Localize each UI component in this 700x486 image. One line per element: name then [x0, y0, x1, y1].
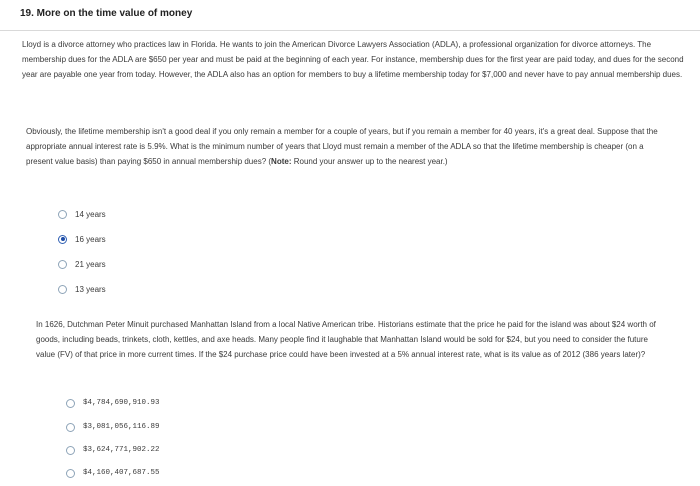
part1-option-1[interactable]	[58, 207, 106, 221]
part1-prompt-text: Obviously, the lifetime membership isn't a good deal if you only remain a member for a couple of years, but if you remain a member for 40 years, it's a great deal. Suppose that the appropriate annual interest rate is 5.9%. What is the minimum number of years that Lloyd must remain a member of the ADLA so that the lifetime membership is cheaper (on a present value basis) than paying $650 in annual membership dues? (	[26, 127, 658, 166]
part1-prompt	[26, 124, 666, 169]
part2-option-3[interactable]	[66, 443, 160, 457]
radio-button[interactable]	[58, 260, 67, 269]
part1-prompt-text-end: Round your answer up to the nearest year.)	[291, 157, 448, 166]
option-label: $3,624,771,902.22	[83, 446, 160, 454]
option-label: 14 years	[75, 209, 106, 219]
intro-paragraph: Lloyd is a divorce attorney who practices law in Florida. He wants to join the American Divorce Lawyers Association (ADLA), a professional organization for divorce attorneys. The membership dues for the ADLA are $650 per year and must be paid at the beginning of each year. For instance, membership dues for the first year are paid today, and dues for the second year are payable one year from today. However, the ADLA also has an option for members to buy a lifetime membership today for $7,000 and never have to pay annual membership dues.	[22, 40, 684, 79]
option-label: 13 years	[75, 284, 106, 294]
question-title: 19. More on the time value of money	[20, 8, 193, 19]
part2-prompt: In 1626, Dutchman Peter Minuit purchased Manhattan Island from a local Native American tribe. Historians estimate that the price he paid for the island was about $24 worth of goods, including beads, trinkets, cloth, kettles, and axe heads. Many people find it laughable that Manhattan Island would be sold for $24, but you need to consider the future value (FV) of that price in more current times. If the $24 purchase price could have been invested at a 5% annual interest rate, what is its value as of 2012 (386 years later)?	[36, 320, 656, 359]
option-label: 16 years	[75, 234, 106, 244]
radio-button[interactable]	[66, 446, 75, 455]
option-label: $4,784,690,910.93	[83, 399, 160, 407]
part2-option-2[interactable]	[66, 420, 160, 434]
part1-option-3[interactable]	[58, 257, 106, 271]
part1-option-4[interactable]	[58, 282, 106, 296]
radio-button[interactable]	[58, 210, 67, 219]
part1-option-2[interactable]	[58, 232, 106, 246]
radio-button-selected[interactable]	[58, 235, 67, 244]
radio-button[interactable]	[66, 469, 75, 478]
option-label: $3,081,056,116.89	[83, 423, 160, 431]
option-label: 21 years	[75, 259, 106, 269]
option-label: $4,160,407,687.55	[83, 469, 160, 477]
question-header	[0, 0, 700, 31]
part2-option-1[interactable]	[66, 396, 160, 410]
radio-button[interactable]	[66, 423, 75, 432]
radio-button[interactable]	[66, 399, 75, 408]
radio-button[interactable]	[58, 285, 67, 294]
note-label: Note:	[271, 157, 292, 166]
part2-option-4[interactable]	[66, 466, 160, 480]
